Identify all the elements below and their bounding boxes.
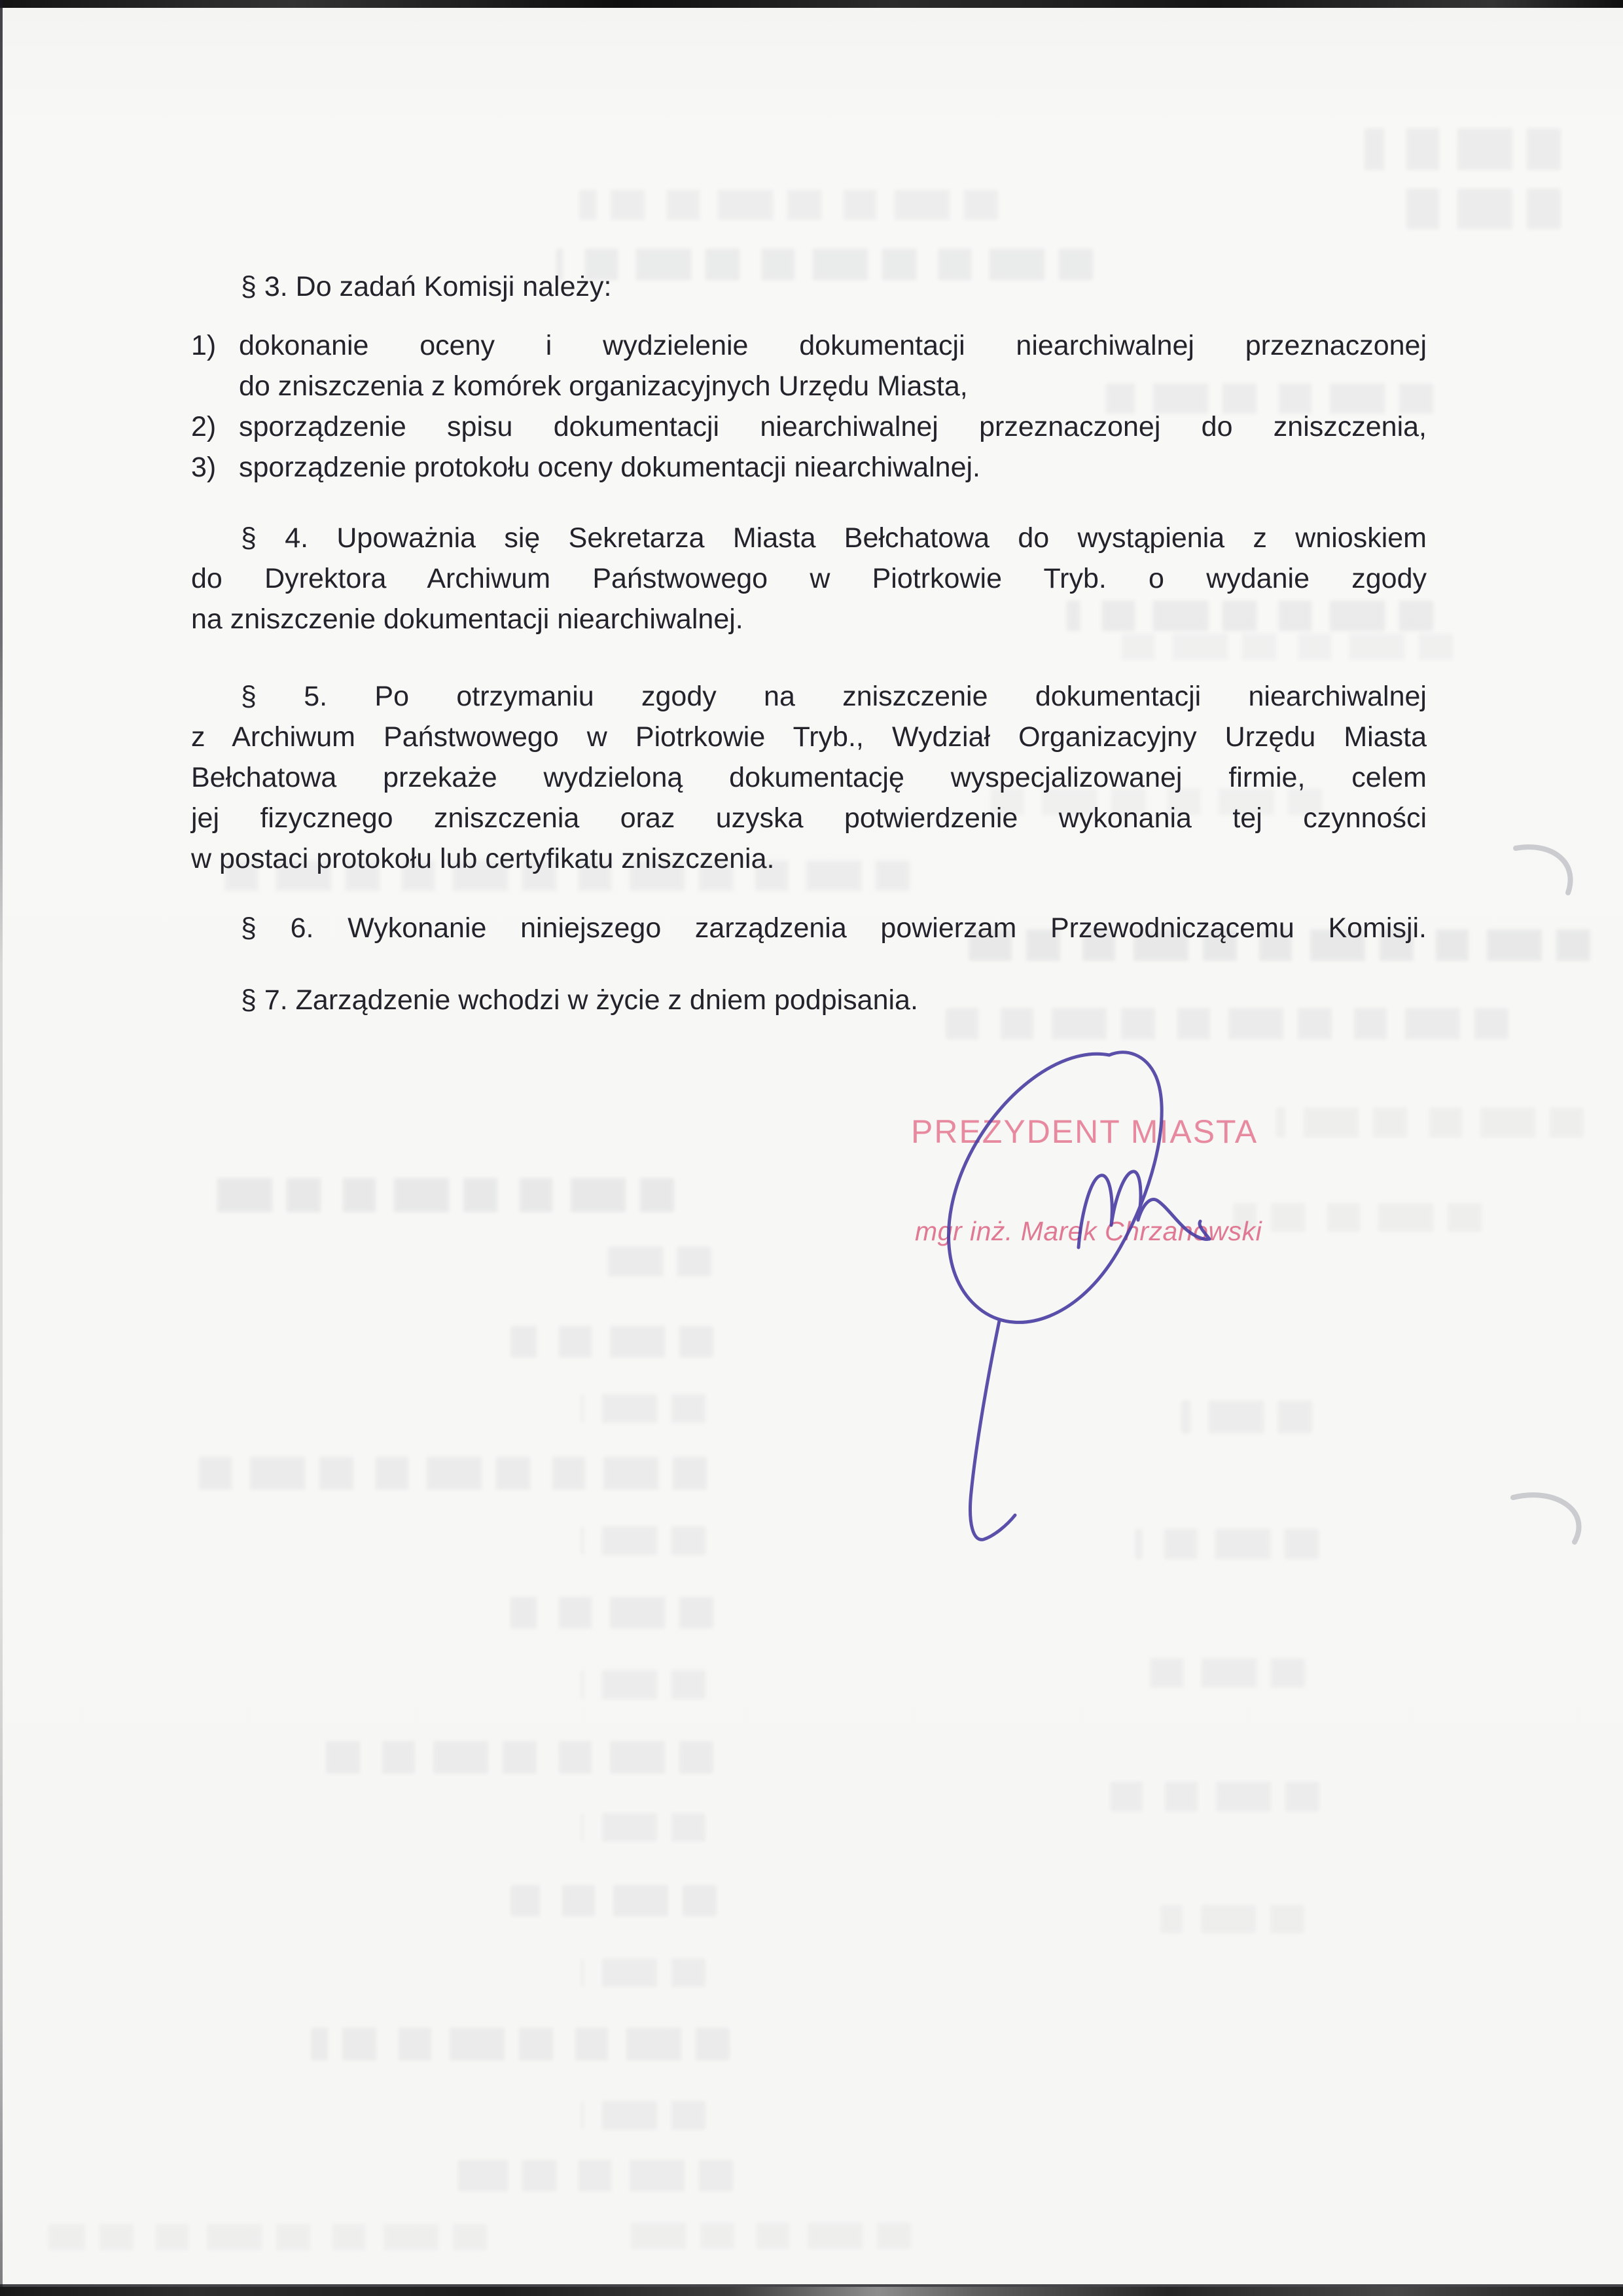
bleedthrough-smudge [556, 249, 1093, 280]
document-text-line: sporządzenie protokołu oceny dokumentacji niearchiwalnej. [239, 452, 980, 483]
stamp-title: PREZYDENT MIASTA [911, 1113, 1258, 1150]
list-item-marker: 2) [191, 411, 217, 442]
bleedthrough-smudge [581, 1394, 705, 1423]
bleedthrough-smudge [581, 1670, 705, 1699]
paperclip-shadow-arc [1516, 847, 1571, 893]
bleedthrough-smudge [1113, 634, 1453, 660]
document-text-line: Bełchatowa przekaże wydzieloną dokumentację wyspecjalizowanej firmie, celem [191, 762, 1427, 793]
bleedthrough-smudge [1364, 128, 1561, 170]
scan-edge-left [0, 0, 3, 2296]
scan-edge-bottom [0, 2287, 1623, 2296]
paperclip-shadow-arc [1513, 1495, 1579, 1542]
bleedthrough-smudge [597, 1247, 711, 1276]
bleedthrough-smudge [581, 2101, 705, 2130]
bleedthrough-smudge [581, 1526, 705, 1555]
document-text-line: z Archiwum Państwowego w Piotrkowie Tryb., Wydział Organizacyjny Urzędu Miasta [191, 721, 1427, 753]
bleedthrough-smudge [946, 1008, 1508, 1039]
bleedthrough-smudge [581, 1813, 705, 1842]
scan-edge-top [0, 0, 1623, 8]
document-text-line: § 4. Upoważnia się Sekretarza Miasta Bełchatowa do wystąpienia z wnioskiem [241, 522, 1427, 554]
bleedthrough-smudge [1233, 1203, 1482, 1232]
document-text-line: dokonanie oceny i wydzielenie dokumentacji niearchiwalnej przeznaczonej [239, 330, 1427, 361]
signature-loop [948, 1052, 1162, 1323]
list-item-marker: 3) [191, 452, 217, 483]
document-text-line: § 7. Zarządzenie wchodzi w życie z dniem podpisania. [241, 984, 918, 1016]
signature-tail [971, 1321, 1015, 1539]
bleedthrough-smudge [48, 2224, 487, 2250]
bleedthrough-smudge [1181, 1401, 1312, 1433]
document-text-line: na zniszczenie dokumentacji niearchiwalnej. [191, 603, 743, 635]
section3-heading: § 3. Do zadań Komisji należy: [241, 271, 612, 302]
bleedthrough-smudge [1160, 1905, 1304, 1933]
document-text-line: w postaci protokołu lub certyfikatu zniszczenia. [191, 843, 775, 874]
document-text-line: do Dyrektora Archiwum Państwowego w Piotrkowie Tryb. o wydanie zgody [191, 563, 1427, 594]
bleedthrough-smudge [311, 1741, 713, 1774]
bleedthrough-smudge [1067, 601, 1433, 631]
document-text-line: § 6. Wykonanie niniejszego zarządzenia powierzam Przewodniczącemu Komisji. [241, 912, 1427, 944]
bleedthrough-smudge [1276, 1107, 1584, 1138]
document-text-line: § 5. Po otrzymaniu zgody na zniszczenie dokumentacji niearchiwalnej [241, 681, 1427, 712]
bleedthrough-smudge [616, 2223, 911, 2249]
document-text-line: do zniszczenia z komórek organizacyjnych Urzędu Miasta, [239, 370, 968, 402]
bleedthrough-smudge [216, 1178, 674, 1212]
stamp-name: mgr inż. Marek Chrzanowski [915, 1216, 1262, 1246]
bleedthrough-smudge [510, 1326, 713, 1357]
bleedthrough-smudge [196, 1457, 707, 1490]
bleedthrough-smudge [1394, 188, 1561, 229]
bleedthrough-smudge [1148, 1659, 1305, 1687]
bleedthrough-smudge [1110, 1782, 1319, 1812]
list-item-marker: 1) [191, 330, 217, 361]
bleedthrough-smudge [311, 2028, 730, 2060]
bleedthrough-smudge [579, 190, 998, 220]
bleedthrough-smudge [510, 1597, 713, 1628]
document-text-line: sporządzenie spisu dokumentacji niearchiwalnej przeznaczonej do zniszczenia, [239, 411, 1427, 442]
bleedthrough-smudge [581, 1958, 705, 1987]
bleedthrough-smudge [458, 2160, 733, 2191]
bleedthrough-smudge [1135, 1529, 1319, 1559]
document-text-line: jej fizycznego zniszczenia oraz uzyska potwierdzenie wykonania tej czynności [191, 802, 1427, 834]
bleedthrough-smudge [510, 1885, 717, 1916]
